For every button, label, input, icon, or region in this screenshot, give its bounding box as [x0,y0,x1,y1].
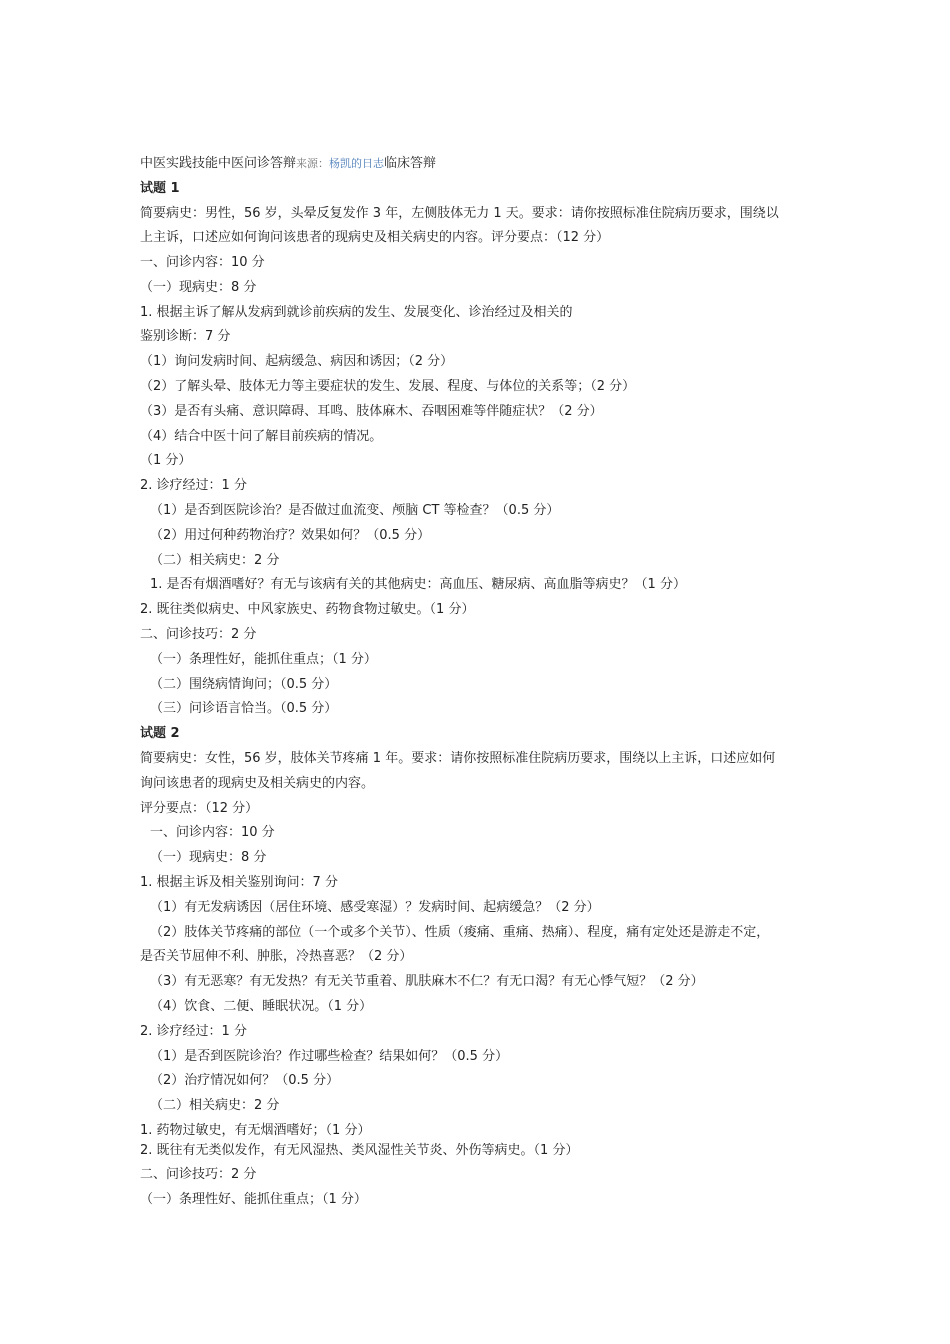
text-line: 二、问诊技巧：2 分 [140,627,257,642]
title-source-label: 来源： [296,157,330,170]
text-line: （3）是否有头痛、意识障碍、耳鸣、肢体麻木、吞咽困难等伴随症状？（2 分） [140,404,603,419]
text-line: （二）围绕病情询问；（0.5 分） [150,677,338,692]
text-line: 2. 既往类似病史、中风家族史、药物食物过敏史。（1 分） [140,602,475,617]
text-line: （1）询问发病时间、起病缓急、病因和诱因；（2 分） [140,354,454,369]
text-line: （1）是否到医院诊治？是否做过血流变、颅脑 CT 等检查？（0.5 分） [150,503,560,518]
text-line: （2）用过何种药物治疗？效果如何？（0.5 分） [150,528,431,543]
text-line: 简要病史：男性，56 岁，头晕反复发作 3 年，左侧肢体无力 1 天。要求：请你按照标准住院病历要求，围绕以 [140,206,779,221]
text-line: 简要病史：女性，56 岁，肢体关节疼痛 1 年。要求：请你按照标准住院病历要求，围绕以上主诉，口述应如何 [140,751,776,766]
text-line: 上主诉，口述应如何询问该患者的现病史及相关病史的内容。评分要点：（12 分） [140,230,610,245]
text-line: 二、问诊技巧：2 分 [140,1167,257,1182]
text-line: （2）治疗情况如何？（0.5 分） [150,1073,340,1088]
text-line: （二）相关病史：2 分 [150,553,280,568]
text-line: （一）条理性好，能抓住重点；（1 分） [150,652,377,667]
text-line: （4）结合中医十问了解目前疾病的情况。 [140,429,383,444]
text-line: （2）肢体关节疼痛的部位（一个或多个关节）、性质（痠痛、重痛、热痛）、程度，痛有定处还是游走不定， [150,925,770,940]
text-line: （3）有无恶寒？有无发热？有无关节重着、肌肤麻木不仁？有无口渴？有无心悸气短？（2 分） [150,974,704,989]
text-line: 2. 诊疗经过：1 分 [140,478,247,493]
text-line: （一）现病史：8 分 [150,850,267,865]
text-line: 询问该患者的现病史及相关病史的内容。 [140,776,375,791]
text-line: （1 分） [140,453,192,468]
text-line: 1. 是否有烟酒嗜好？有无与该病有关的其他病史：高血压、糖尿病、高血脂等病史？（1 分） [150,577,686,592]
text-line: 一、问诊内容：10 分 [150,825,275,840]
text-line: 1. 药物过敏史，有无烟酒嗜好；（1 分） [140,1123,371,1138]
text-line: 是否关节屈伸不利、肿胀，冷热喜恶？（2 分） [140,949,413,964]
text-line: 1. 根据主诉了解从发病到就诊前疾病的发生、发展变化、诊治经过及相关的 [140,305,573,320]
text-line: 评分要点：（12 分） [140,801,259,816]
text-line: （4）饮食、二便、睡眠状况。（1 分） [150,999,373,1014]
text-line: 2. 诊疗经过：1 分 [140,1024,247,1039]
title-main: 中医实践技能中医问诊答辩 [140,156,297,171]
text-line: （一）条理性好、能抓住重点；（1 分） [140,1192,367,1207]
text-line: （2）了解头晕、肢体无力等主要症状的发生、发展、程度、与体位的关系等；（2 分） [140,379,636,394]
text-line: 鉴别诊断：7 分 [140,329,231,344]
question-heading: 试题 1 [140,181,180,196]
text-line: 1. 根据主诉及相关鉴别询问：7 分 [140,875,338,890]
text-line: （二）相关病史：2 分 [150,1098,280,1113]
document-title [140,155,436,173]
title-tail: 临床答辩 [384,156,437,171]
text-line: （1）有无发病诱因（居住环境、感受寒湿）？发病时间、起病缓急？（2 分） [150,900,600,915]
text-line: （一）现病史：8 分 [140,280,257,295]
text-line: （1）是否到医院诊治？作过哪些检查？结果如何？（0.5 分） [150,1049,509,1064]
text-line: 2. 既往有无类似发作，有无风湿热、类风湿性关节炎、外伤等病史。（1 分） [140,1143,579,1158]
question-heading: 试题 2 [140,726,180,741]
text-line: 一、问诊内容：10 分 [140,255,265,270]
title-source-link[interactable]: 杨凯的日志 [329,157,385,170]
text-line: （三）问诊语言恰当。（0.5 分） [150,701,338,716]
